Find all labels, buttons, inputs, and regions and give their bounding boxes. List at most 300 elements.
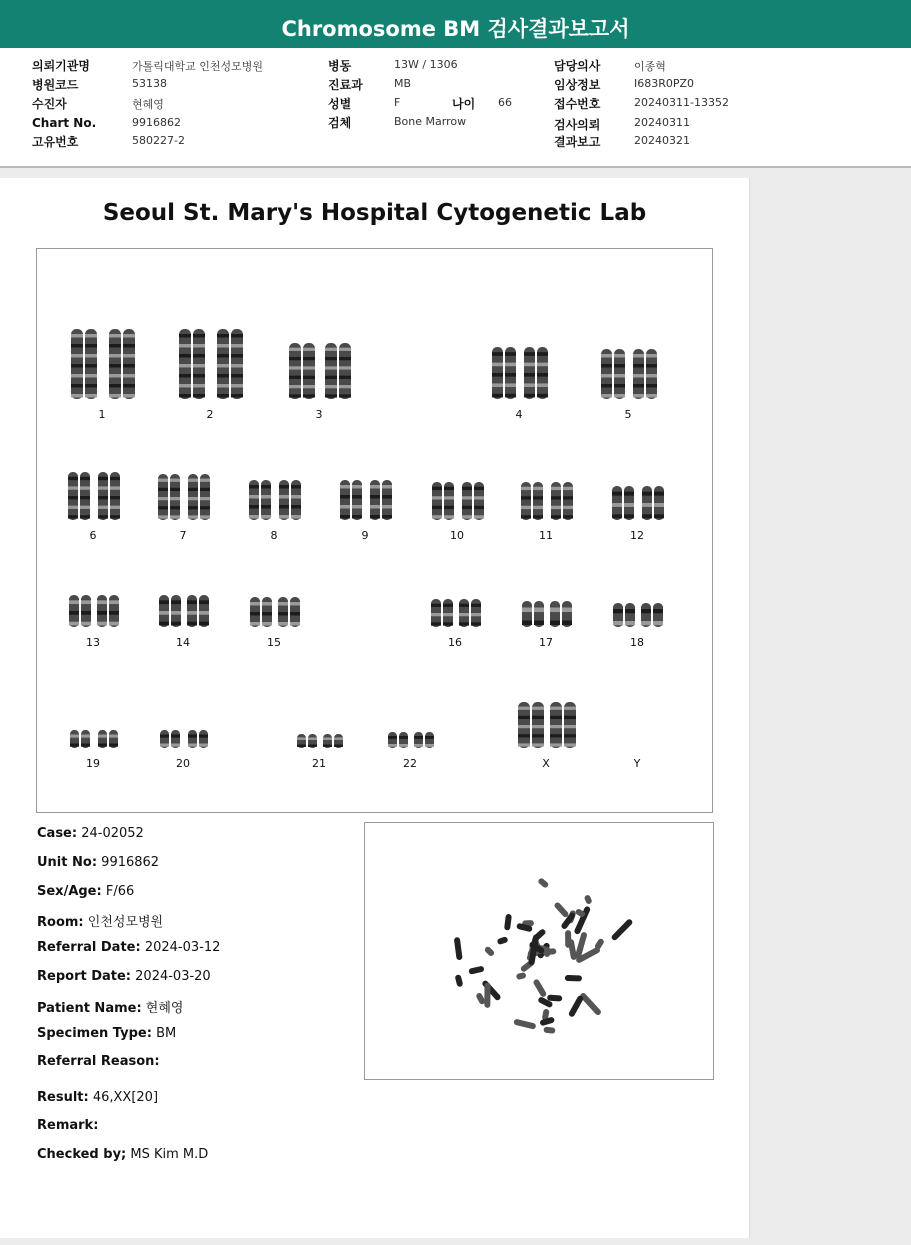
chromosome-band — [537, 394, 548, 398]
chromosome-band — [159, 600, 169, 604]
chromosome-band — [97, 611, 107, 615]
chromosome-label-12: 12 — [630, 529, 644, 542]
case-row: Case: 24-02052 — [37, 826, 144, 841]
chromosome-band — [123, 394, 135, 398]
chromosome-band — [612, 492, 622, 496]
chromosome-label-3: 3 — [315, 408, 323, 421]
chromosome-pair-graphic — [66, 470, 120, 522]
chromosome-band — [612, 503, 622, 507]
chromosome-band — [123, 354, 135, 358]
chromosome-band — [352, 495, 362, 499]
chromosome-band — [199, 735, 208, 738]
chromosome-label-1: 1 — [98, 408, 106, 421]
chromosome-band — [564, 734, 576, 737]
chromosome-pair-graphic — [295, 732, 343, 750]
metaphase-chromosome — [547, 995, 562, 1002]
chromosome-band — [199, 600, 209, 604]
chromosome-band — [109, 735, 118, 738]
lab-title: Seoul St. Mary's Hospital Cytogenetic Lab — [102, 200, 647, 226]
chromosome-band — [550, 716, 562, 719]
chromosome-band — [462, 487, 472, 490]
chromosome-band — [69, 622, 79, 626]
metaphase-spread-image — [364, 822, 714, 1080]
chromosome-band — [187, 611, 197, 615]
referral-date-row: Referral Date: 2024-03-12 — [37, 940, 221, 955]
chromosome-band — [325, 385, 337, 388]
metaphase-chromosome — [537, 877, 549, 889]
chromosome-pair-graphic — [247, 478, 301, 522]
info-value: 가톨릭대학교 인천성모병원 — [132, 60, 264, 73]
chromosome-band — [382, 515, 392, 519]
chromosome-band — [278, 612, 288, 616]
chromosome-band — [425, 736, 434, 739]
chromosome-band — [641, 621, 651, 625]
referral-reason-row: Referral Reason: — [37, 1054, 160, 1069]
chromosome-band — [187, 622, 197, 626]
chromosome-band — [200, 506, 210, 509]
chromosome-band — [533, 506, 543, 509]
chromosome-band — [231, 394, 243, 398]
info-value: 66 — [498, 96, 512, 109]
chromosome-band — [624, 503, 634, 507]
chromosome-band — [462, 515, 472, 518]
chromosome-band — [262, 612, 272, 616]
chromosome-band — [303, 357, 315, 360]
chromosome-band — [653, 621, 663, 625]
chromosome-band — [68, 496, 78, 499]
chromosome-band — [303, 376, 315, 379]
chromosome-band — [199, 611, 209, 615]
chromosome-band — [633, 364, 644, 368]
chromosome-band — [69, 600, 79, 604]
chromosome-band — [110, 486, 120, 489]
chromosome-band — [601, 374, 612, 378]
chromosome-band — [646, 354, 657, 358]
chromosome-band — [339, 394, 351, 397]
chromosome-pair-graphic — [429, 597, 481, 629]
chromosome-band — [188, 515, 198, 518]
chromosome-band — [171, 611, 181, 615]
chromosome-band — [443, 604, 453, 607]
metaphase-chromosome — [497, 936, 509, 945]
chromosome-band — [505, 363, 516, 367]
chromosome-band — [613, 621, 623, 625]
chromosome-band — [110, 477, 120, 480]
chromosome-band — [532, 716, 544, 719]
info-label: 나이 — [452, 97, 476, 111]
chromosome-band — [291, 485, 301, 489]
chromosome-band — [85, 364, 97, 368]
chromosome-band — [459, 604, 469, 607]
chromosome-band — [459, 622, 469, 625]
chromosome-band — [459, 613, 469, 616]
chromosome-band — [71, 334, 83, 338]
metaphase-chromosome — [568, 995, 585, 1018]
metaphase-chromosome — [610, 918, 633, 941]
chromosome-pair-graphic — [516, 700, 576, 750]
chromosome-band — [289, 376, 301, 379]
chromosome-band — [217, 374, 229, 378]
chromosome-band — [278, 622, 288, 626]
chromosome-band — [633, 374, 644, 378]
chromosome-band — [505, 373, 516, 377]
chromosome-band — [564, 707, 576, 710]
chromosome-band — [323, 745, 332, 747]
chromosome-band — [71, 374, 83, 378]
chromosome-band — [432, 496, 442, 499]
chromosome-band — [444, 496, 454, 499]
chromosome-band — [291, 515, 301, 519]
chromosome-band — [262, 622, 272, 626]
chromosome-pair-graphic — [67, 593, 119, 629]
karyogram-image — [36, 248, 713, 813]
report-sheet — [0, 178, 750, 1238]
chromosome-band — [110, 506, 120, 509]
chromosome-band — [641, 609, 651, 613]
chromosome-band — [614, 364, 625, 368]
chromosome-band — [524, 352, 535, 356]
chromosome-band — [231, 374, 243, 378]
chromosome-band — [625, 621, 635, 625]
chromosome-label-y: Y — [633, 757, 641, 770]
chromosome-band — [339, 357, 351, 360]
info-label: 진료과 — [328, 78, 363, 92]
chromosome-band — [158, 488, 168, 491]
chromosome-band — [492, 373, 503, 377]
metaphase-chromosome — [584, 894, 593, 905]
chromosome-band — [399, 744, 408, 747]
chromosome-band — [231, 344, 243, 348]
chromosome-band — [109, 354, 121, 358]
chromosome-band — [444, 506, 454, 509]
chromosome-pair-graphic — [490, 345, 548, 401]
chromosome-band — [109, 364, 121, 368]
chromosome-band — [193, 364, 205, 368]
chromosome-band — [170, 479, 180, 482]
chromosome-band — [550, 743, 562, 746]
chromosome-band — [170, 497, 180, 500]
chromosome-label-18: 18 — [630, 636, 644, 649]
chromosome-band — [187, 600, 197, 604]
metaphase-chromosome — [513, 1019, 536, 1030]
chromosome-label-20: 20 — [176, 757, 190, 770]
chromosome-band — [289, 394, 301, 397]
chromosome-label-11: 11 — [539, 529, 553, 542]
chromosome-band — [109, 344, 121, 348]
chromosome-band — [158, 506, 168, 509]
chromosome-band — [399, 736, 408, 739]
chromosome-band — [562, 608, 572, 613]
chromosome-band — [179, 364, 191, 368]
chromosome-band — [81, 611, 91, 615]
chromosome-band — [97, 622, 107, 626]
chromosome-pair-graphic — [157, 593, 209, 629]
chromosome-band — [562, 621, 572, 626]
chromosome-band — [532, 725, 544, 728]
chromosome-pair-graphic — [338, 478, 392, 522]
chromosome-band — [98, 496, 108, 499]
chromosome-band — [550, 734, 562, 737]
chromatid — [303, 343, 315, 399]
chromosome-band — [633, 384, 644, 388]
chromosome-band — [614, 374, 625, 378]
chromosome-band — [217, 354, 229, 358]
chromosome-band — [550, 608, 560, 613]
chromosome-band — [537, 373, 548, 377]
chromosome-band — [334, 745, 343, 747]
chromosome-band — [550, 621, 560, 626]
chromosome-band — [532, 743, 544, 746]
chromosome-band — [462, 496, 472, 499]
chromosome-band — [98, 486, 108, 489]
chromosome-label-14: 14 — [176, 636, 190, 649]
chromosome-band — [279, 495, 289, 499]
chromosome-band — [179, 354, 191, 358]
chromosome-band — [289, 366, 301, 369]
chromosome-band — [80, 515, 90, 518]
chromosome-band — [642, 492, 652, 496]
chromosome-band — [279, 515, 289, 519]
chromosome-band — [550, 707, 562, 710]
chromosome-band — [334, 738, 343, 740]
chromosome-band — [492, 363, 503, 367]
chromosome-band — [158, 515, 168, 518]
chromosome-band — [250, 622, 260, 626]
chromosome-band — [179, 374, 191, 378]
chromosome-pair-graphic — [177, 327, 243, 401]
chromosome-band — [249, 515, 259, 519]
chromosome-band — [492, 383, 503, 387]
chromosome-band — [563, 487, 573, 490]
chromosome-label-9: 9 — [361, 529, 369, 542]
chromosome-band — [340, 515, 350, 519]
chromosome-band — [614, 394, 625, 398]
chromosome-band — [388, 736, 397, 739]
chromosome-band — [249, 485, 259, 489]
chromosome-band — [250, 612, 260, 616]
chromosome-band — [492, 394, 503, 398]
chromosome-band — [85, 334, 97, 338]
info-value: 580227-2 — [132, 134, 185, 147]
chromosome-band — [200, 497, 210, 500]
chromosome-band — [653, 609, 663, 613]
metaphase-chromosome — [579, 992, 602, 1017]
patient-name-row: Patient Name: 현혜영 — [37, 1001, 184, 1016]
chromosome-band — [123, 364, 135, 368]
chromosome-band — [340, 495, 350, 499]
chromosome-band — [80, 496, 90, 499]
chromosome-band — [231, 334, 243, 338]
chromosome-band — [303, 394, 315, 397]
chromosome-band — [624, 492, 634, 496]
chromosome-band — [249, 495, 259, 499]
chromosome-band — [492, 352, 503, 356]
chromosome-pair-graphic — [519, 480, 573, 522]
chromosome-band — [109, 374, 121, 378]
chromosome-band — [193, 344, 205, 348]
chromosome-band — [642, 503, 652, 507]
chromosome-band — [533, 487, 543, 490]
chromosome-band — [193, 384, 205, 388]
chromosome-pair-graphic — [599, 347, 657, 401]
chromosome-pair-graphic — [520, 599, 572, 629]
chromatid — [339, 343, 351, 399]
info-label: 고유번호 — [32, 135, 79, 149]
chromosome-band — [564, 743, 576, 746]
chromosome-band — [654, 492, 664, 496]
chromosome-band — [382, 485, 392, 489]
chromosome-band — [85, 354, 97, 358]
chromosome-band — [98, 515, 108, 518]
chromosome-band — [171, 600, 181, 604]
chromosome-band — [534, 608, 544, 613]
chromosome-band — [71, 384, 83, 388]
chromosome-band — [339, 348, 351, 351]
chromosome-band — [352, 505, 362, 509]
chromosome-band — [625, 609, 635, 613]
chromosome-band — [200, 515, 210, 518]
chromosome-band — [188, 497, 198, 500]
chromosome-band — [289, 385, 301, 388]
chromosome-band — [289, 357, 301, 360]
chromosome-band — [160, 735, 169, 738]
chromosome-band — [614, 384, 625, 388]
chromosome-band — [601, 384, 612, 388]
chromosome-label-6: 6 — [89, 529, 97, 542]
chromosome-band — [370, 515, 380, 519]
info-label: 병원코드 — [32, 78, 79, 92]
chromosome-band — [71, 344, 83, 348]
chromosome-band — [160, 744, 169, 747]
metaphase-chromosome — [455, 974, 464, 987]
chromosome-band — [414, 744, 423, 747]
chromosome-band — [370, 485, 380, 489]
info-value: I683R0PZ0 — [634, 77, 695, 90]
info-label: 결과보고 — [554, 135, 601, 149]
chromosome-band — [68, 515, 78, 518]
chromosome-band — [159, 622, 169, 626]
info-label: 수진자 — [32, 97, 67, 111]
chromosome-band — [217, 344, 229, 348]
chromosome-band — [170, 515, 180, 518]
chromosome-band — [179, 394, 191, 398]
metaphase-chromosome — [565, 975, 582, 981]
chromosome-band — [444, 487, 454, 490]
chromosome-band — [279, 505, 289, 509]
chromosome-band — [518, 725, 530, 728]
chromosome-pair-graphic — [156, 472, 210, 522]
chromosome-band — [425, 744, 434, 747]
chromosome-band — [522, 621, 532, 626]
chromosome-band — [188, 506, 198, 509]
chromosome-band — [110, 515, 120, 518]
chromosome-band — [303, 348, 315, 351]
chromosome-band — [289, 348, 301, 351]
chromosome-band — [261, 515, 271, 519]
chromosome-band — [325, 376, 337, 379]
chromosome-band — [471, 604, 481, 607]
chromosome-label-16: 16 — [448, 636, 462, 649]
chromosome-band — [97, 600, 107, 604]
chromosome-band — [633, 354, 644, 358]
chromosome-band — [646, 394, 657, 398]
chromosome-band — [524, 363, 535, 367]
chromosome-band — [614, 354, 625, 358]
chromosome-band — [563, 506, 573, 509]
chromosome-band — [382, 505, 392, 509]
chromosome-band — [179, 334, 191, 338]
chromosome-band — [551, 506, 561, 509]
chromosome-band — [551, 496, 561, 499]
metaphase-chromosome — [484, 983, 490, 1008]
info-label: 검사의뢰 — [554, 118, 601, 132]
chromosome-band — [537, 352, 548, 356]
chromosome-band — [85, 394, 97, 398]
chromosome-band — [231, 354, 243, 358]
chromosome-band — [521, 515, 531, 518]
metaphase-chromosome — [543, 1027, 555, 1034]
chromosome-band — [199, 622, 209, 626]
metaphase-chromosome — [468, 966, 484, 975]
chromosome-band — [325, 366, 337, 369]
chromosome-band — [170, 506, 180, 509]
chromosome-band — [505, 394, 516, 398]
chromosome-band — [325, 348, 337, 351]
info-value: MB — [394, 77, 412, 90]
chromosome-band — [505, 383, 516, 387]
chromosome-band — [69, 611, 79, 615]
chromosome-pair-graphic — [158, 728, 208, 750]
chromosome-band — [370, 505, 380, 509]
chromosome-pair-graphic — [386, 730, 434, 750]
chromosome-label-21: 21 — [312, 757, 326, 770]
chromosome-band — [123, 384, 135, 388]
chromosome-band — [171, 622, 181, 626]
chromosome-pair-graphic — [430, 480, 484, 522]
chromosome-band — [642, 514, 652, 518]
patient-info-panel — [0, 48, 911, 168]
chromosome-band — [370, 495, 380, 499]
info-label: 임상정보 — [554, 78, 601, 92]
chromosome-band — [564, 725, 576, 728]
chromosome-band — [193, 394, 205, 398]
chromatid — [325, 343, 337, 399]
info-value: 20240311-13352 — [634, 96, 729, 109]
chromosome-band — [68, 506, 78, 509]
info-value: 현혜영 — [132, 98, 164, 111]
report-title: Chromosome BM 검사결과보고서 — [281, 17, 630, 41]
chromosome-band — [261, 505, 271, 509]
chromosome-band — [532, 707, 544, 710]
chromosome-band — [521, 487, 531, 490]
info-label: 의뢰기관명 — [32, 59, 90, 73]
chromosome-band — [171, 744, 180, 747]
chromosome-band — [217, 334, 229, 338]
chromosome-band — [297, 745, 306, 747]
chromosome-pair-graphic — [248, 595, 300, 629]
chromosome-band — [81, 600, 91, 604]
chromosome-band — [325, 394, 337, 397]
result-row: Result: 46,XX[20] — [37, 1090, 159, 1105]
chromosome-band — [85, 374, 97, 378]
chromosome-band — [352, 485, 362, 489]
chromosome-band — [550, 725, 562, 728]
chromosome-band — [71, 354, 83, 358]
chromosome-band — [262, 602, 272, 606]
chromosome-band — [444, 515, 454, 518]
chromosome-band — [431, 604, 441, 607]
chromosome-pair-graphic — [611, 601, 663, 629]
